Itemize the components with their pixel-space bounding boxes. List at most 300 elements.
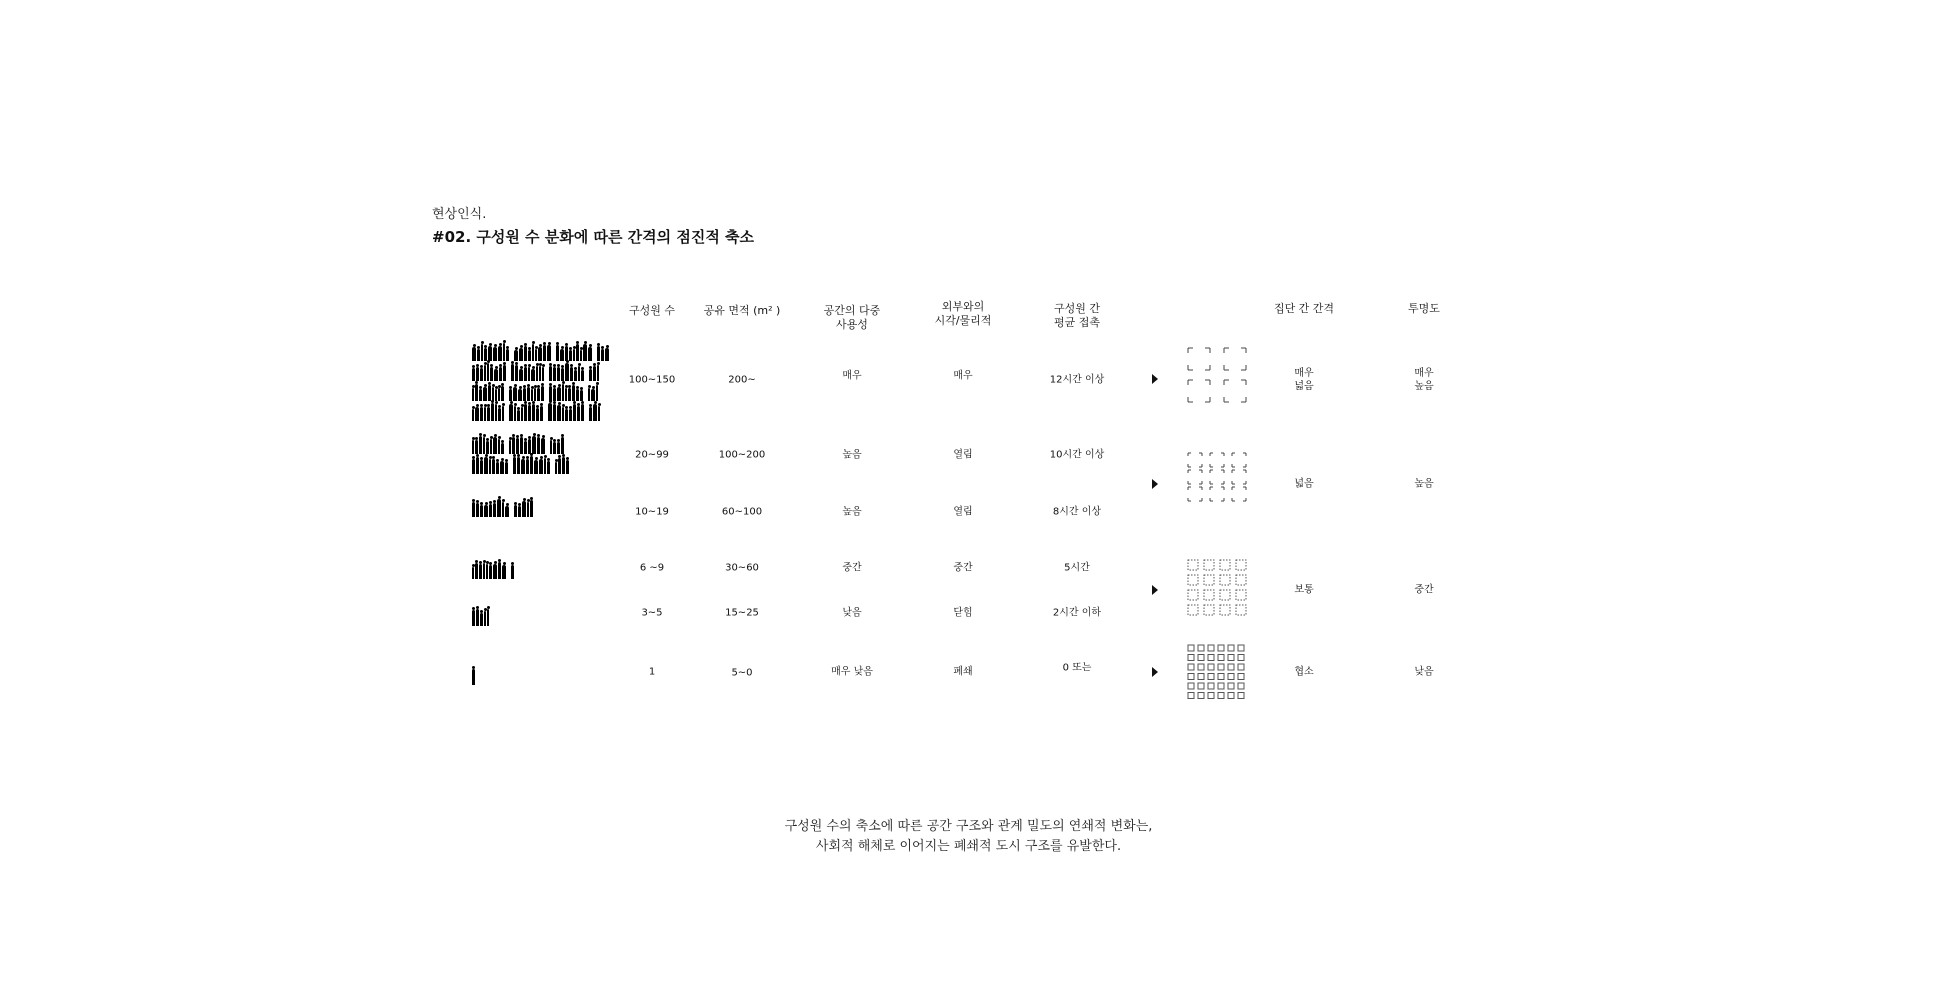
person-silhouette-icon: [562, 407, 564, 421]
person-silhouette-icon: [576, 344, 579, 361]
person-silhouette-icon: [488, 385, 491, 401]
person-silhouette-icon: [569, 350, 572, 361]
person-silhouette-icon: [509, 440, 511, 454]
person-silhouette-icon: [538, 347, 542, 361]
person-silhouette-icon: [528, 405, 531, 421]
row-1-members: 20~99: [635, 449, 669, 461]
square-mark: [1228, 693, 1234, 699]
person-silhouette-icon: [522, 501, 526, 517]
medium-brackets-diagram: [1188, 453, 1248, 513]
square-mark: [1208, 645, 1214, 651]
header-multi-use-line1: 공간의 다중: [823, 304, 881, 317]
person-silhouette-icon: [578, 366, 580, 381]
person-silhouette-icon: [532, 344, 534, 361]
group-2-transparency: 중간: [1414, 584, 1434, 596]
person-silhouette-icon: [598, 406, 600, 421]
person-silhouette-icon: [597, 346, 600, 361]
square-mark: [1198, 693, 1204, 699]
header-members: 구성원 수: [628, 304, 676, 317]
square-mark: [1204, 575, 1214, 585]
square-mark: [1238, 664, 1244, 670]
person-silhouette-icon: [502, 565, 506, 579]
row-3-contact: 5시간: [1064, 562, 1090, 574]
person-silhouette-icon: [472, 409, 474, 421]
person-silhouette-icon: [483, 437, 485, 454]
person-silhouette-icon: [557, 387, 561, 401]
play-triangle-icon: [1152, 585, 1158, 595]
square-mark: [1188, 693, 1194, 699]
square-mark: [1188, 645, 1194, 651]
person-silhouette-icon: [472, 669, 475, 685]
row-0-contact: 12시간 이상: [1049, 374, 1105, 386]
person-silhouette-icon: [475, 563, 478, 579]
person-silhouette-icon: [560, 349, 564, 361]
person-silhouette-icon: [514, 505, 517, 517]
person-silhouette-icon: [502, 406, 504, 421]
person-silhouette-icon: [573, 404, 576, 421]
row-4-contact: 2시간 이하: [1052, 607, 1102, 619]
person-silhouette-icon: [495, 404, 497, 421]
person-silhouette-icon: [486, 441, 489, 454]
row-0-members: 100~150: [628, 374, 676, 386]
person-silhouette-icon: [493, 347, 497, 361]
person-silhouette-icon: [562, 384, 564, 401]
square-mark: [1218, 645, 1224, 651]
person-silhouette-icon: [488, 346, 492, 361]
row-4-members: 3~5: [641, 607, 663, 619]
group-0-gap-line1: 매우: [1294, 368, 1314, 379]
person-silhouette-icon: [484, 505, 488, 517]
person-silhouette-icon: [580, 350, 582, 361]
play-triangle-icon: [1152, 374, 1158, 384]
person-silhouette-icon: [565, 409, 568, 421]
person-silhouette-icon: [591, 389, 595, 401]
square-mark: [1198, 645, 1204, 651]
dotted-squares-diagram: [1188, 560, 1248, 620]
square-mark: [1188, 560, 1198, 570]
square-mark: [1188, 683, 1194, 689]
person-silhouette-icon: [514, 406, 516, 421]
person-silhouette-icon: [532, 436, 536, 454]
header-area: 공유 면적 (m² ): [703, 304, 781, 317]
person-silhouette-icon: [581, 404, 584, 421]
row-0-area: 200~: [728, 374, 756, 386]
person-silhouette-icon: [565, 346, 568, 361]
square-mark: [1238, 693, 1244, 699]
person-silhouette-icon: [496, 462, 499, 474]
person-silhouette-icon: [541, 386, 544, 401]
person-silhouette-icon: [589, 369, 592, 381]
person-silhouette-icon: [532, 404, 535, 421]
person-silhouette-icon: [550, 440, 552, 454]
header-openness-line1: 외부와의: [941, 300, 985, 313]
header-multi-use-line2: 사용성: [836, 318, 868, 331]
square-mark: [1204, 590, 1214, 600]
person-silhouette-icon: [516, 438, 519, 454]
group-0-transparency-line1: 매우: [1414, 368, 1434, 379]
person-silhouette-icon: [475, 440, 478, 454]
square-mark: [1236, 605, 1246, 615]
person-silhouette-icon: [489, 565, 492, 579]
person-silhouette-icon: [479, 436, 482, 454]
person-silhouette-icon: [484, 348, 487, 361]
square-mark: [1228, 683, 1234, 689]
square-mark: [1238, 674, 1244, 680]
person-silhouette-icon: [498, 408, 501, 421]
page-title: #02. 구성원 수 분화에 따른 간격의 점진적 축소: [432, 228, 755, 246]
group-3-transparency: 낮음: [1414, 666, 1434, 678]
person-silhouette-icon: [565, 363, 569, 381]
square-mark: [1208, 655, 1214, 661]
square-mark: [1236, 590, 1246, 600]
person-silhouette-icon: [475, 407, 479, 421]
person-silhouette-icon: [501, 443, 504, 454]
person-silhouette-icon: [484, 365, 486, 381]
person-silhouette-icon: [492, 459, 495, 474]
person-silhouette-icon: [526, 459, 529, 474]
person-silhouette-icon: [498, 388, 500, 401]
row-5-members: 1: [648, 666, 656, 678]
person-silhouette-icon: [519, 369, 523, 381]
row-3-multi-use: 중간: [842, 562, 862, 574]
person-silhouette-icon: [527, 387, 530, 401]
person-silhouette-icon: [477, 349, 480, 361]
person-silhouette-icon: [549, 366, 552, 381]
person-silhouette-icon: [530, 500, 533, 517]
person-silhouette-icon: [553, 442, 556, 454]
person-silhouette-icon: [570, 367, 573, 381]
person-silhouette-icon: [479, 389, 482, 401]
square-mark: [1238, 655, 1244, 661]
person-silhouette-icon: [561, 368, 564, 381]
person-silhouette-icon: [544, 458, 546, 474]
group-0-gap-line2: 넓음: [1294, 381, 1314, 392]
person-silhouette-icon: [601, 349, 604, 361]
play-triangle-icon: [1152, 667, 1158, 677]
person-silhouette-icon: [505, 506, 509, 517]
person-silhouette-icon: [480, 368, 483, 381]
person-silhouette-icon: [511, 565, 514, 579]
person-silhouette-icon: [561, 437, 564, 454]
person-silhouette-icon: [503, 343, 505, 361]
person-silhouette-icon: [521, 459, 525, 474]
person-silhouette-icon: [589, 407, 592, 421]
row-2-area: 60~100: [721, 506, 763, 518]
section-label: 현상인식.: [432, 207, 487, 222]
person-silhouette-icon: [555, 462, 557, 474]
person-silhouette-icon: [530, 456, 533, 474]
person-silhouette-icon: [573, 349, 575, 361]
person-silhouette-icon: [556, 345, 559, 361]
header-openness-line2: 시각/물리적: [934, 314, 992, 327]
person-silhouette-icon: [605, 348, 609, 361]
person-silhouette-icon: [472, 459, 475, 474]
person-silhouette-icon: [501, 386, 504, 401]
person-silhouette-icon: [519, 348, 523, 361]
person-silhouette-icon: [509, 404, 513, 421]
row-4-openness: 닫힘: [953, 607, 973, 619]
person-silhouette-icon: [535, 349, 537, 361]
row-5-multi-use: 매우 낮음: [831, 666, 873, 678]
person-silhouette-icon: [499, 367, 502, 381]
person-silhouette-icon: [483, 387, 487, 401]
square-mark: [1188, 590, 1198, 600]
person-silhouette-icon: [497, 499, 501, 517]
square-mark: [1236, 575, 1246, 585]
square-mark: [1228, 664, 1234, 670]
group-1-gap: 넓음: [1294, 478, 1314, 490]
person-silhouette-icon: [588, 347, 592, 361]
person-silhouette-icon: [524, 404, 527, 421]
person-silhouette-icon: [557, 405, 561, 421]
person-silhouette-icon: [518, 389, 522, 401]
person-silhouette-icon: [495, 389, 497, 401]
person-silhouette-icon: [472, 347, 476, 361]
person-silhouette-icon: [568, 388, 571, 401]
square-mark: [1218, 655, 1224, 661]
person-silhouette-icon: [517, 457, 520, 474]
row-4-multi-use: 낮음: [842, 607, 862, 619]
row-2-openness: 열림: [953, 506, 973, 518]
square-mark: [1218, 664, 1224, 670]
square-mark: [1228, 645, 1234, 651]
header-contact-line1: 구성원 간: [1053, 302, 1101, 315]
person-silhouette-icon: [472, 567, 474, 579]
row-1-area: 100~200: [718, 449, 766, 461]
person-silhouette-icon: [498, 346, 502, 361]
person-silhouette-icon: [577, 406, 580, 421]
square-mark: [1204, 560, 1214, 570]
person-silhouette-icon: [543, 345, 546, 361]
row-5-area: 5~0: [731, 667, 753, 679]
person-silhouette-icon: [531, 389, 533, 401]
square-mark: [1208, 693, 1214, 699]
row-1-contact: 10시간 이상: [1049, 449, 1105, 461]
person-silhouette-icon: [537, 388, 540, 401]
group-2-gap: 보통: [1294, 584, 1314, 596]
person-silhouette-icon: [479, 564, 482, 579]
square-mark: [1220, 605, 1230, 615]
person-silhouette-icon: [553, 367, 556, 381]
square-mark: [1220, 590, 1230, 600]
conclusion-line-1: 구성원 수의 축소에 따른 공간 구조와 관계 밀도의 연쇄적 변화는,: [784, 819, 1153, 834]
person-silhouette-icon: [498, 439, 500, 454]
person-silhouette-icon: [524, 367, 527, 381]
square-mark: [1188, 674, 1194, 680]
group-0-transparency-line2: 높음: [1414, 381, 1434, 392]
person-silhouette-icon: [534, 388, 536, 401]
person-silhouette-icon: [547, 461, 550, 474]
person-silhouette-icon: [539, 366, 541, 381]
person-silhouette-icon: [506, 349, 509, 361]
square-mark: [1238, 645, 1244, 651]
group-0-gap: [1294, 367, 1313, 393]
person-silhouette-icon: [487, 407, 490, 421]
person-silhouette-icon: [581, 370, 584, 381]
row-5-contact: 0 또는: [1062, 662, 1092, 674]
row-3-openness: 중간: [953, 562, 973, 574]
person-silhouette-icon: [528, 367, 530, 381]
row-3-area: 30~60: [725, 562, 759, 574]
person-silhouette-icon: [503, 365, 506, 381]
conclusion-text: [0, 817, 1937, 857]
person-silhouette-icon: [513, 387, 517, 401]
person-silhouette-icon: [487, 609, 489, 626]
person-silhouette-icon: [596, 385, 598, 401]
row-0-multi-use: 매우: [842, 370, 862, 382]
person-silhouette-icon: [493, 564, 497, 579]
person-silhouette-icon: [547, 345, 551, 361]
sparse-brackets-diagram: [1188, 348, 1248, 408]
person-silhouette-icon: [541, 438, 545, 454]
person-silhouette-icon: [475, 384, 478, 401]
square-mark: [1208, 674, 1214, 680]
person-silhouette-icon: [515, 365, 518, 381]
person-silhouette-icon: [574, 370, 577, 381]
person-silhouette-icon: [480, 613, 483, 626]
person-silhouette-icon: [565, 388, 567, 401]
solid-squares-diagram: [1188, 645, 1248, 705]
person-silhouette-icon: [476, 503, 479, 517]
person-silhouette-icon: [531, 369, 535, 381]
person-silhouette-icon: [588, 388, 590, 401]
square-mark: [1218, 674, 1224, 680]
row-1-openness: 열림: [953, 449, 973, 461]
person-silhouette-icon: [536, 408, 539, 421]
header-openness: [935, 300, 992, 328]
square-mark: [1236, 560, 1246, 570]
person-silhouette-icon: [528, 350, 531, 361]
group-0-transparency: [1414, 367, 1433, 393]
person-silhouette-icon: [524, 346, 527, 361]
row-2-contact: 8시간 이상: [1052, 506, 1102, 518]
square-mark: [1208, 683, 1214, 689]
square-mark: [1218, 683, 1224, 689]
row-2-members: 10~19: [635, 506, 669, 518]
person-silhouette-icon: [527, 502, 529, 517]
person-silhouette-icon: [509, 389, 512, 401]
person-silhouette-icon: [476, 457, 479, 474]
square-mark: [1238, 683, 1244, 689]
person-silhouette-icon: [517, 410, 520, 421]
row-5-openness: 폐쇄: [953, 666, 973, 678]
person-silhouette-icon: [569, 409, 572, 421]
person-silhouette-icon: [540, 406, 543, 421]
square-mark: [1198, 664, 1204, 670]
row-0-openness: 매우: [953, 370, 973, 382]
person-silhouette-icon: [472, 502, 475, 517]
square-mark: [1204, 605, 1214, 615]
header-transparency: 투명도: [1408, 302, 1440, 315]
header-gap: 집단 간 간격: [1273, 302, 1335, 315]
person-silhouette-icon: [480, 460, 483, 474]
person-silhouette-icon: [481, 344, 483, 361]
person-silhouette-icon: [511, 364, 514, 381]
person-silhouette-icon: [489, 504, 492, 517]
square-mark: [1220, 575, 1230, 585]
person-silhouette-icon: [480, 407, 483, 421]
person-silhouette-icon: [500, 461, 504, 474]
person-silhouette-icon: [493, 437, 497, 454]
group-1-transparency: 높음: [1414, 478, 1434, 490]
person-silhouette-icon: [558, 458, 561, 474]
person-silhouette-icon: [484, 407, 486, 421]
person-silhouette-icon: [553, 404, 556, 421]
person-silhouette-icon: [489, 459, 491, 474]
person-silhouette-icon: [536, 366, 538, 381]
person-silhouette-icon: [486, 564, 488, 579]
person-silhouette-icon: [498, 562, 501, 579]
square-mark: [1198, 674, 1204, 680]
person-silhouette-icon: [534, 460, 538, 474]
header-contact: [1054, 302, 1100, 330]
row-1-multi-use: 높음: [842, 449, 862, 461]
square-mark: [1220, 560, 1230, 570]
person-silhouette-icon: [512, 437, 515, 454]
square-mark: [1188, 664, 1194, 670]
person-silhouette-icon: [580, 390, 583, 401]
person-silhouette-icon: [553, 388, 556, 401]
person-silhouette-icon: [476, 609, 479, 626]
header-contact-line2: 평균 접촉: [1053, 316, 1101, 329]
person-silhouette-icon: [572, 385, 575, 401]
person-silhouette-icon: [537, 437, 540, 454]
conclusion-line-2: 사회적 해체로 이어지는 폐쇄적 도시 구조를 유발한다.: [815, 839, 1122, 854]
person-silhouette-icon: [528, 439, 531, 454]
person-silhouette-icon: [520, 437, 523, 454]
person-silhouette-icon: [523, 388, 526, 401]
person-silhouette-icon: [562, 457, 565, 474]
row-4-area: 15~25: [725, 607, 759, 619]
person-silhouette-icon: [491, 403, 494, 421]
group-3-gap: 협소: [1294, 666, 1314, 678]
square-mark: [1188, 655, 1194, 661]
person-silhouette-icon: [593, 366, 596, 381]
person-silhouette-icon: [494, 369, 498, 381]
square-mark: [1228, 655, 1234, 661]
person-silhouette-icon: [548, 403, 552, 421]
person-silhouette-icon: [539, 459, 543, 474]
person-silhouette-icon: [597, 365, 599, 381]
person-silhouette-icon: [484, 611, 486, 626]
person-silhouette-icon: [487, 363, 489, 381]
row-2-multi-use: 높음: [842, 506, 862, 518]
square-mark: [1228, 674, 1234, 680]
person-silhouette-icon: [480, 505, 483, 517]
person-silhouette-icon: [490, 367, 493, 381]
person-silhouette-icon: [472, 368, 475, 381]
person-silhouette-icon: [514, 350, 518, 361]
person-silhouette-icon: [524, 441, 527, 454]
person-silhouette-icon: [557, 367, 560, 381]
row-3-members: 6 ~9: [639, 562, 665, 574]
square-mark: [1198, 683, 1204, 689]
square-mark: [1198, 655, 1204, 661]
person-silhouette-icon: [502, 502, 504, 517]
person-silhouette-icon: [542, 367, 544, 381]
person-silhouette-icon: [472, 440, 474, 454]
person-silhouette-icon: [476, 367, 479, 381]
square-mark: [1188, 575, 1198, 585]
square-mark: [1208, 664, 1214, 670]
person-silhouette-icon: [492, 387, 494, 401]
person-silhouette-icon: [472, 610, 475, 626]
header-multi-use: [824, 304, 881, 332]
person-silhouette-icon: [484, 457, 488, 474]
person-silhouette-icon: [521, 407, 523, 421]
person-silhouette-icon: [472, 388, 474, 401]
play-triangle-icon: [1152, 479, 1158, 489]
